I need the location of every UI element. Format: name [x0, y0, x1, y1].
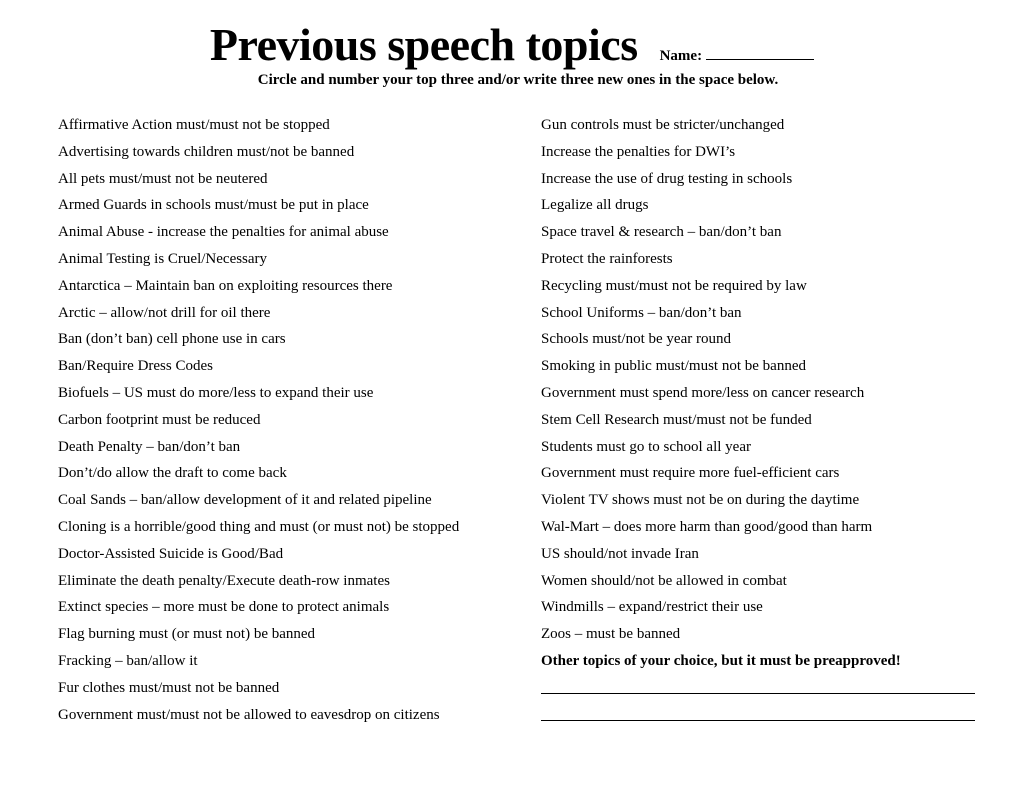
write-in-line-1[interactable] — [541, 677, 981, 704]
topic-item: Government must/must not be allowed to eavesdrop on citizens — [58, 706, 440, 723]
topic-item: Recycling must/must not be required by law — [541, 277, 807, 294]
topic-item: Armed Guards in schools must/must be put in place — [58, 197, 369, 214]
topic-item: Smoking in public must/must not be banned — [541, 358, 806, 375]
blank-line[interactable] — [541, 704, 975, 721]
name-field[interactable] — [660, 47, 814, 65]
topic-item: Don’t/do allow the draft to come back — [58, 465, 287, 482]
topic-item: Advertising towards children must/not be banned — [58, 143, 355, 160]
topic-item: All pets must/must not be neutered — [58, 170, 268, 187]
page-title: Previous speech topics — [209, 19, 638, 70]
topic-item: Antarctica – Maintain ban on exploiting resources there — [58, 277, 393, 294]
topic-item: Fracking – ban/allow it — [58, 652, 198, 669]
topic-item: Gun controls must be stricter/unchanged — [541, 117, 785, 133]
topic-item: Doctor-Assisted Suicide is Good/Bad — [58, 545, 284, 562]
topic-item: Legalize all drugs — [541, 197, 649, 214]
title-row — [0, 18, 1024, 72]
topic-item: Increase the penalties for DWI’s — [541, 143, 736, 160]
topic-item: Death Penalty – ban/don’t ban — [58, 438, 241, 455]
write-in-line-2[interactable] — [541, 704, 981, 731]
topic-item: Increase the use of drug testing in schools — [541, 170, 793, 187]
topic-item: Schools must/not be year round — [541, 331, 731, 348]
topic-item: Arctic – allow/not drill for oil there — [58, 304, 271, 321]
topic-item: Fur clothes must/must not be banned — [58, 679, 280, 696]
name-label: Name: — [659, 48, 703, 64]
topic-item: Students must go to school all year — [541, 438, 751, 455]
topic-item: Government must require more fuel-efficient cars — [541, 465, 840, 482]
topic-item: Protect the rainforests — [541, 250, 673, 267]
topic-item: Animal Abuse - increase the penalties for animal abuse — [58, 224, 389, 241]
topic-item: US should/not invade Iran — [541, 545, 699, 562]
name-blank-line[interactable] — [706, 47, 814, 60]
topic-item: Coal Sands – ban/allow development of it and related pipeline — [58, 492, 432, 509]
topic-item: Flag burning must (or must not) be banned — [58, 626, 316, 643]
topic-item: Ban/Require Dress Codes — [58, 358, 213, 375]
topic-item: Government must spend more/less on cancer research — [541, 384, 865, 401]
topic-item: Stem Cell Research must/must not be funded — [541, 411, 812, 428]
topic-item: Carbon footprint must be reduced — [58, 411, 261, 428]
page-header — [0, 18, 1024, 89]
topic-item: Cloning is a horrible/good thing and must (or must not) be stopped — [58, 518, 460, 535]
right-topic-list — [541, 114, 981, 730]
topic-item: Wal-Mart – does more harm than good/good than harm — [541, 518, 873, 535]
topic-item: Ban (don’t ban) cell phone use in cars — [58, 331, 286, 348]
topic-item: Space travel & research – ban/don’t ban — [541, 224, 782, 241]
topic-item: Affirmative Action must/must not be stopped — [58, 117, 330, 133]
topic-item: Animal Testing is Cruel/Necessary — [58, 250, 268, 267]
topic-item: Women should/not be allowed in combat — [541, 572, 787, 589]
topic-item: Extinct species – more must be done to protect animals — [58, 599, 390, 616]
topic-item: Biofuels – US must do more/less to expand their use — [58, 384, 374, 401]
instructions: Circle and number your top three and/or write three new ones in the space below. — [257, 72, 779, 88]
blank-line[interactable] — [541, 677, 975, 694]
topic-item: Violent TV shows must not be on during the daytime — [541, 492, 860, 509]
topic-item: Windmills – expand/restrict their use — [541, 599, 763, 616]
topic-item: Zoos – must be banned — [541, 626, 681, 643]
left-topic-list — [58, 114, 459, 730]
other-topics-note: Other topics of your choice, but it must be preapproved! — [541, 652, 901, 669]
topic-item: Eliminate the death penalty/Execute death-row inmates — [58, 572, 390, 589]
topic-item: School Uniforms – ban/don’t ban — [541, 304, 742, 321]
